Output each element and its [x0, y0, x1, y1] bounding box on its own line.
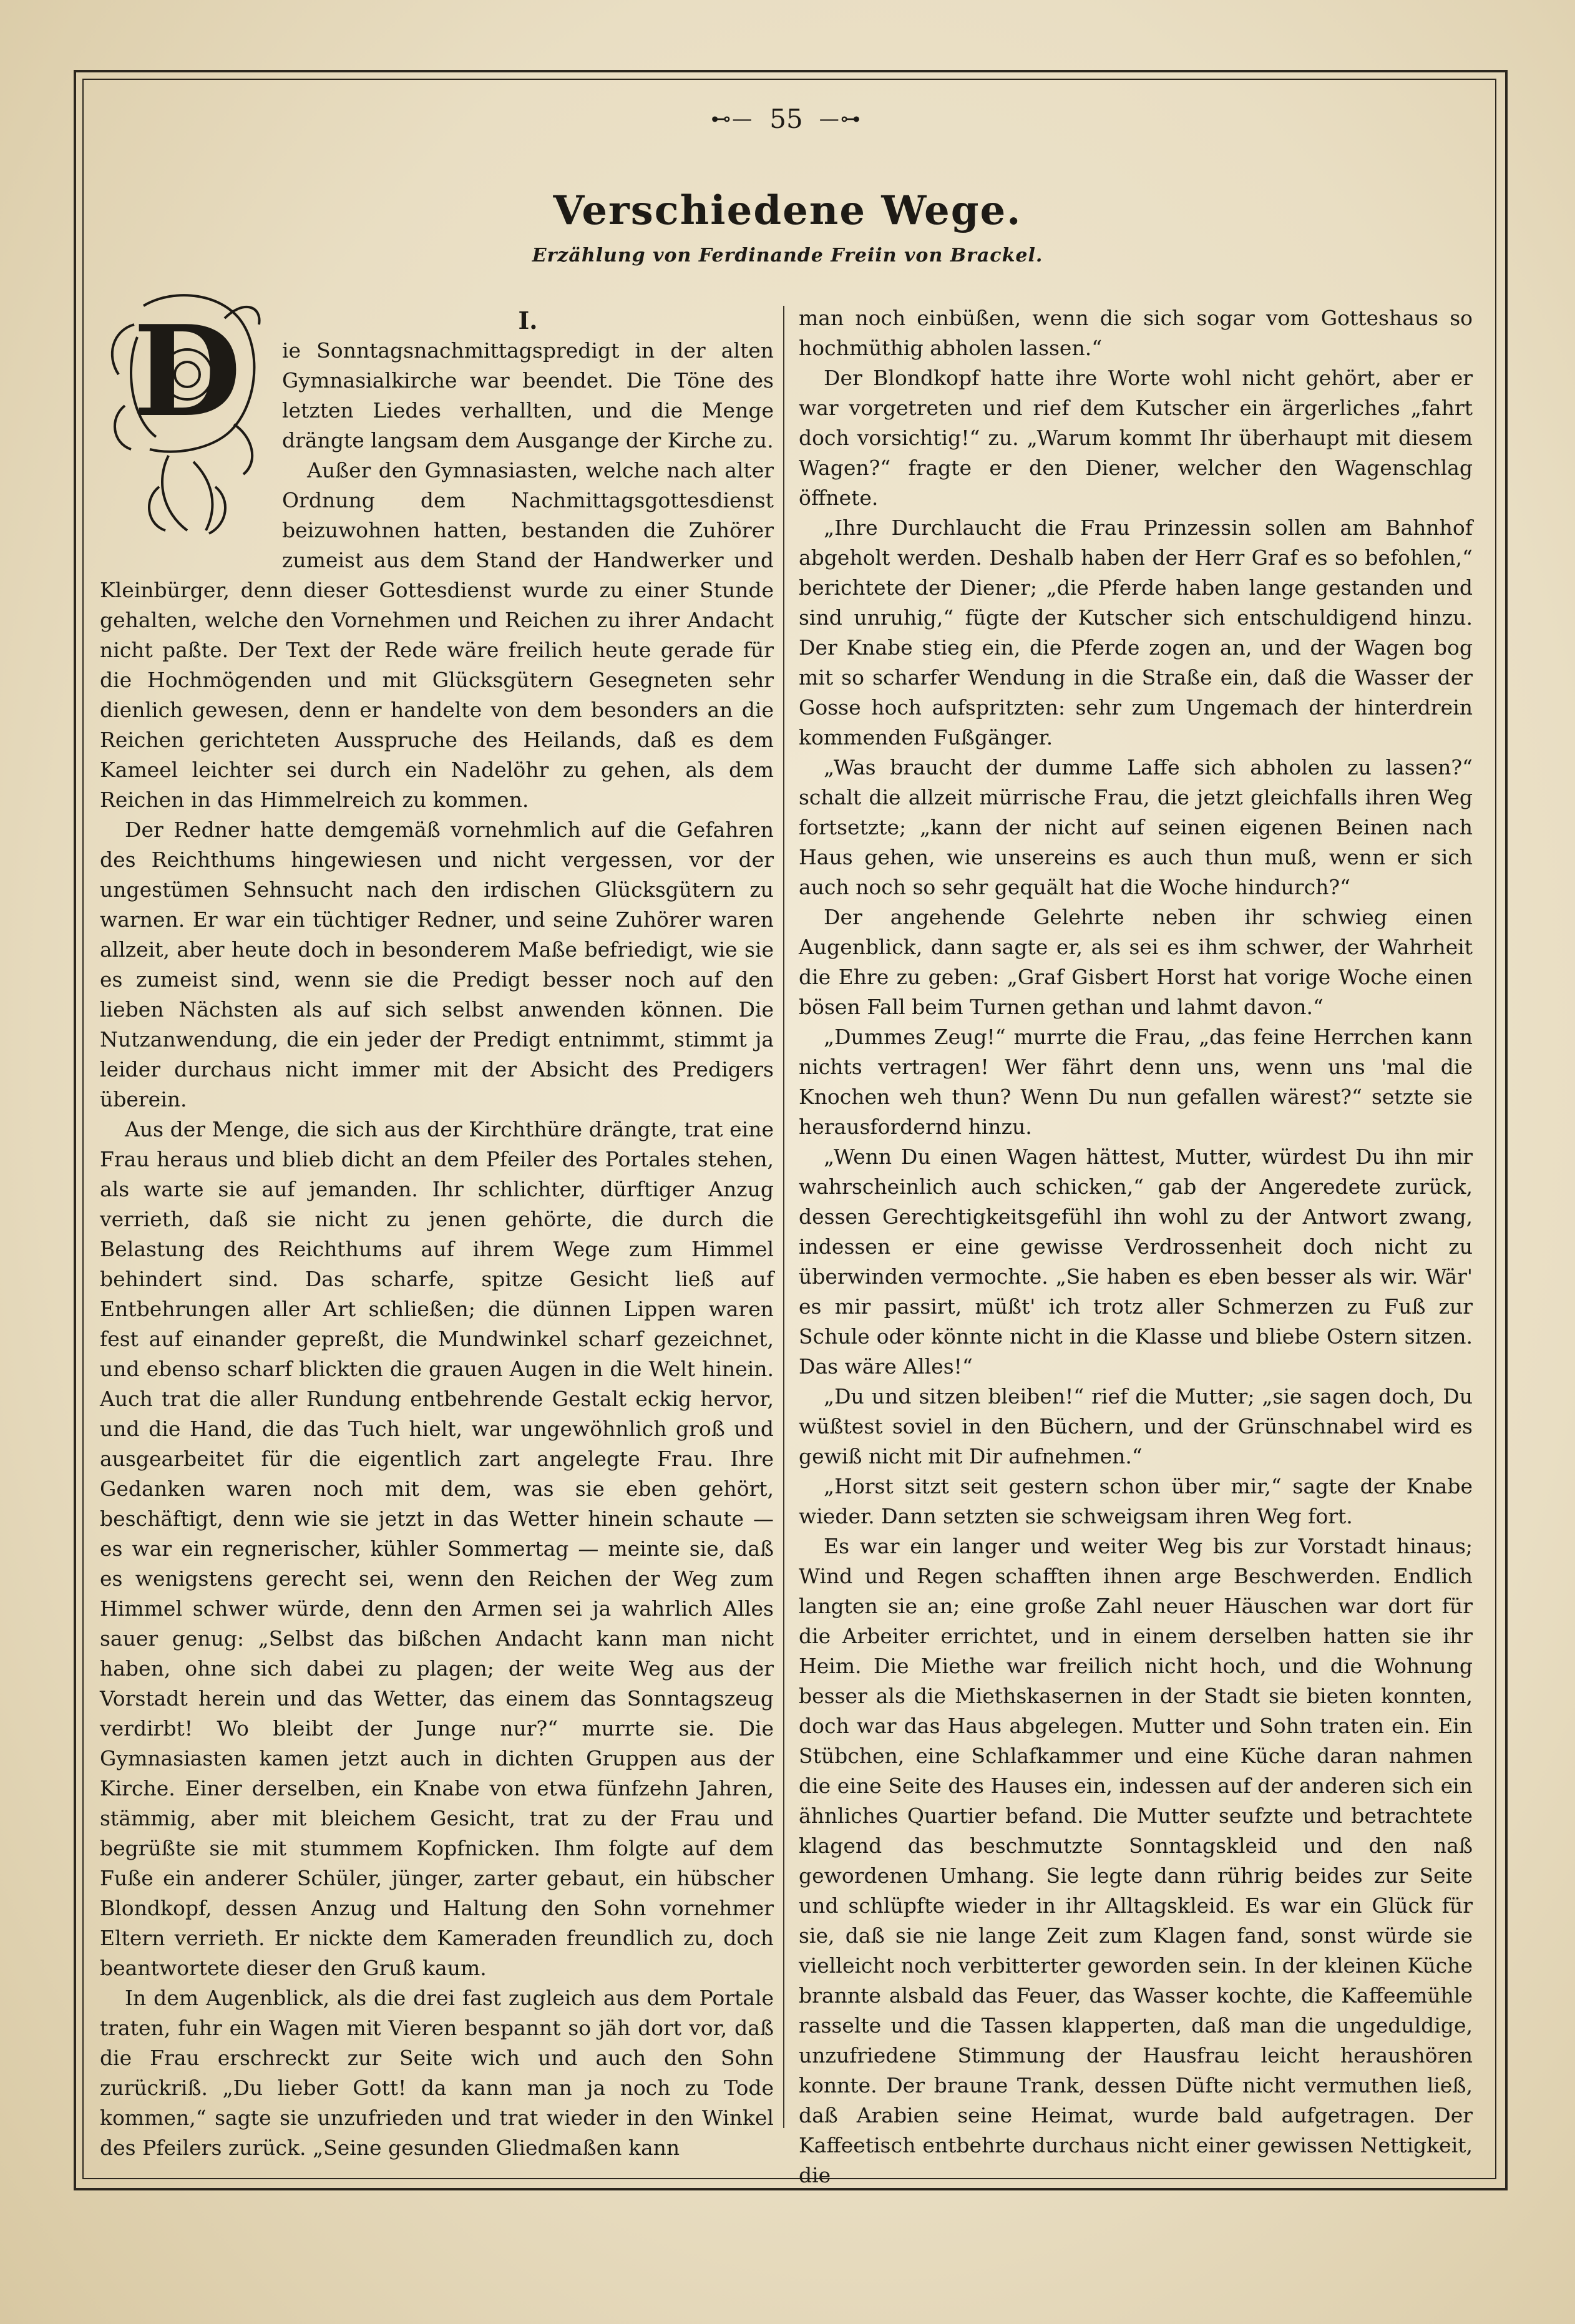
paragraph: man noch einbüßen, wenn die sich sogar vom Gotteshaus so hochmüthig abholen lassen.“ [799, 306, 1473, 360]
dropcap-ornament-icon [100, 281, 268, 549]
folio-ornament-right: —⊶ [819, 107, 862, 130]
story-byline: Erzählung von Ferdinande Freiin von Brackel. [532, 245, 1043, 266]
story-title: Verschiedene Wege. [553, 187, 1022, 234]
page-number: 55 [769, 103, 803, 134]
paragraph: Der angehende Gelehrte neben ihr schwieg einen Augenblick, dann sagte er, als sei es ihm schwer, der Wahrheit die Ehre zu geben: „Graf Gisbert Horst hat vorige Woche einen bösen Fall beim Turnen gethan und lahmt davon.“ [799, 905, 1473, 1019]
decorative-dropcap-d [100, 281, 268, 549]
paragraph: In dem Augenblick, als die drei fast zugleich aus dem Portale traten, fuhr ein Wagen mit Vieren bespannt so jäh dort vor, daß die Frau erschreckt zur Seite wich und auch den Sohn zurückriß. „Du lieber Gott! da kann man ja noch zu Tode kommen,“ sagte sie unzufrieden und trat wieder in den Winkel des Pfeilers zurück. „Seine gesunden Gliedmaßen kann [100, 1986, 774, 2160]
chapter-number: I. [518, 306, 538, 334]
paragraph: „Ihre Durchlaucht die Frau Prinzessin sollen am Bahnhof abgeholt werden. Deshalb haben der Herr Graf es so befohlen,“ berichtete der Diener; „die Pferde haben lange gestanden und sind unruhig,“ fügte der Kutscher sich entschuldigend hinzu. Der Knabe stieg ein, die Pferde zogen an, und der Wagen bog mit so scharfer Wendung in die Straße ein, daß die Wasser der Gosse hoch aufspritzten: sehr zum Ungemach der hinterdrein kommenden Fußgänger. [799, 515, 1473, 749]
column-divider [783, 306, 784, 2128]
paragraph: „Du und sitzen bleiben!“ rief die Mutter; „sie sagen doch, Du wüßtest soviel in den Büchern, und der Grünschnabel wird es gewiß nicht mit Dir aufnehmen.“ [799, 1384, 1473, 1468]
paragraph: Es war ein langer und weiter Weg bis zur Vorstadt hinaus; Wind und Regen schafften ihnen arge Beschwerden. Endlich langten sie an; eine große Zahl neuer Häuschen war dort für die Arbeiter errichtet, und in einem derselben hatten sie ihr Heim. Die Miethe war freilich nicht hoch, und die Wohnung besser als die Miethskasernen in der Stadt sie bieten konnten, doch war das Haus abgelegen. Mutter und Sohn traten ein. Ein Stübchen, eine Schlafkammer und eine Küche daran nahmen die eine Seite des Hauses ein, indessen auf der anderen sich ein ähnliches Quartier befand. Die Mutter seufzte und betrachtete klagend das beschmutzte Sonntagskleid und den naß gewordenen Umhang. Sie legte dann rührig beides zur Seite und schlüpfte wieder in ihr Alltagskleid. Es war ein Glück für sie, daß sie nie lange Zeit zum Klagen fand, sonst würde sie vielleicht noch verbitterter geworden sein. In der kleinen Küche brannte alsbald das Feuer, das Wasser kochte, die Kaffeemühle rasselte und die Tassen klapperten, daß man die ungeduldige, unzufriedene Stimmung der Hausfrau leicht heraushören konnte. Der braune Trank, dessen Düfte nicht vermuthen ließ, daß Arabien seine Heimat, wurde bald aufgetragen. Der Kaffeetisch entbehrte durchaus nicht einer gewissen Nettigkeit, die [799, 1534, 1473, 2187]
paragraph: ie Sonntagsnachmittagspredigt in der alten Gymnasialkirche war beendet. Die Töne des letzten Liedes verhallten, und die Menge drängte langsam dem Ausgange der Kirche zu. [282, 338, 774, 452]
paragraph: „Was braucht der dumme Laffe sich abholen zu lassen?“ schalt die allzeit mürrische Frau, die jetzt gleichfalls ihren Weg fortsetzte; „kann der nicht auf seinen eigenen Beinen nach Haus gehen, wie unsereins es auch thun muß, wenn er sich auch noch so sehr gequält hat die Woche hindurch?“ [799, 755, 1473, 899]
svg-text:D: D [133, 298, 241, 445]
column-left [100, 298, 774, 2163]
folio-ornament-left: ⊷— [711, 107, 754, 130]
paragraph: „Horst sitzt seit gestern schon über mir,“ sagte der Knabe wieder. Dann setzten sie schweigsam ihren Weg fort. [799, 1474, 1473, 1528]
paragraph: Aus der Menge, die sich aus der Kirchthüre drängte, trat eine Frau heraus und blieb dicht an dem Pfeiler des Portales stehen, als warte sie auf jemanden. Ihr schlichter, dürftiger Anzug verrieth, daß sie nicht zu jenen gehörte, die durch die Belastung des Reichthums auf ihrem Wege zum Himmel behindert sind. Das scharfe, spitze Gesicht ließ auf Entbehrungen aller Art schließen; die dünnen Lippen waren fest auf einander gepreßt, die Mundwinkel scharf gezeichnet, und ebenso scharf blickten die grauen Augen in die Welt hinein. Auch trat die aller Rundung entbehrende Gestalt eckig hervor, und die Hand, die das Tuch hielt, war ungewöhnlich groß und ausgearbeitet für die eigentlich zart angelegte Frau. Ihre Gedanken waren noch mit dem, was sie eben gehört, beschäftigt, denn wie sie jetzt in das Wetter hinein schaute — es war ein regnerischer, kühler Sommertag — meinte sie, daß es wenigstens gerecht sei, wenn den Reichen der Weg zum Himmel schwer würde, denn den Armen sei ja wahrlich Alles sauer genug: „Selbst das bißchen Andacht kann man nicht haben, ohne sich dabei zu plagen; der weite Weg aus der Vorstadt herein und das Wetter, das einem das Sonntagszeug verdirbt! Wo bleibt der Junge nur?“ murrte sie. Die Gymnasiasten kamen jetzt auch in dichten Gruppen aus der Kirche. Einer derselben, ein Knabe von etwa fünfzehn Jahren, stämmig, aber mit bleichem Gesicht, trat zu der Frau und begrüßte sie mit stummem Kopfnicken. Ihm folgte auf dem Fuße ein anderer Schüler, jünger, zarter gebaut, ein hübscher Blondkopf, dessen Anzug und Haltung den Sohn vornehmer Eltern verrieth. Er nickte dem Kameraden freundlich zu, doch beantwortete dieser den Gruß kaum. [100, 1117, 774, 1980]
paragraph: „Wenn Du einen Wagen hättest, Mutter, würdest Du ihn mir wahrscheinlich auch schicken,“ gab der Angeredete zurück, dessen Gerechtigkeitsgefühl ihn wohl zu der Antwort zwang, indessen er eine gewisse Verdrossenheit doch nicht zu überwinden vermochte. „Sie haben es eben besser als wir. Wär' es mir passirt, müßt' ich trotz aller Schmerzen zu Fuß zur Schule oder könnte nicht in die Klasse und bliebe Ostern sitzen. Das wäre Alles!“ [799, 1145, 1473, 1379]
paragraph: Der Blondkopf hatte ihre Worte wohl nicht gehört, aber er war vorgetreten und rief dem Kutscher ein ärgerliches „fahrt doch vorsichtig!“ zu. „Warum kommt Ihr überhaupt mit diesem Wagen?“ fragte er den Diener, welcher den Wagenschlag öffnete. [799, 366, 1473, 510]
paragraph: Der Redner hatte demgemäß vornehmlich auf die Gefahren des Reichthums hingewiesen und nicht vergessen, vor der ungestümen Sehnsucht nach den irdischen Glücksgütern zu warnen. Er war ein tüchtiger Redner, und seine Zuhörer waren allzeit, aber heute doch in besonderem Maße befriedigt, wie sie es zumeist sind, wenn sie die Predigt besser noch auf den lieben Nächsten als auf sich selbst anwenden können. Die Nutzanwendung, die ein jeder der Predigt entnimmt, stimmt ja leider durchaus nicht immer mit der Absicht des Predigers überein. [100, 818, 774, 1111]
page-folio [686, 100, 886, 137]
paragraph: „Dummes Zeug!“ murrte die Frau, „das feine Herrchen kann nichts vertragen! Wer fährt denn uns, wenn uns 'mal die Knochen weh thun? Wenn Du nun gefallen wärest?“ setzte sie herausfordernd hinzu. [799, 1025, 1473, 1139]
paragraph: Außer den Gymnasiasten, welche nach alter Ordnung dem Nachmittagsgottesdienst beizuwohnen hatten, bestanden die Zuhörer zumeist aus dem Stand der Handwerker und Kleinbürger, denn dieser Gottesdienst wurde zu einer Stunde gehalten, welche den Vornehmen und Reichen zu ihrer Andacht nicht paßte. Der Text der Rede wäre freilich heute gerade für die Hochmögenden und mit Glücksgütern Gesegneten sehr dienlich gewesen, denn er handelte von dem besonders an die Reichen gerichteten Ausspruche des Heilands, daß es dem Kameel leichter sei durch ein Nadelöhr zu gehen, als dem Reichen in das Himmelreich zu kommen. [100, 458, 774, 812]
column-right [799, 303, 1473, 2190]
